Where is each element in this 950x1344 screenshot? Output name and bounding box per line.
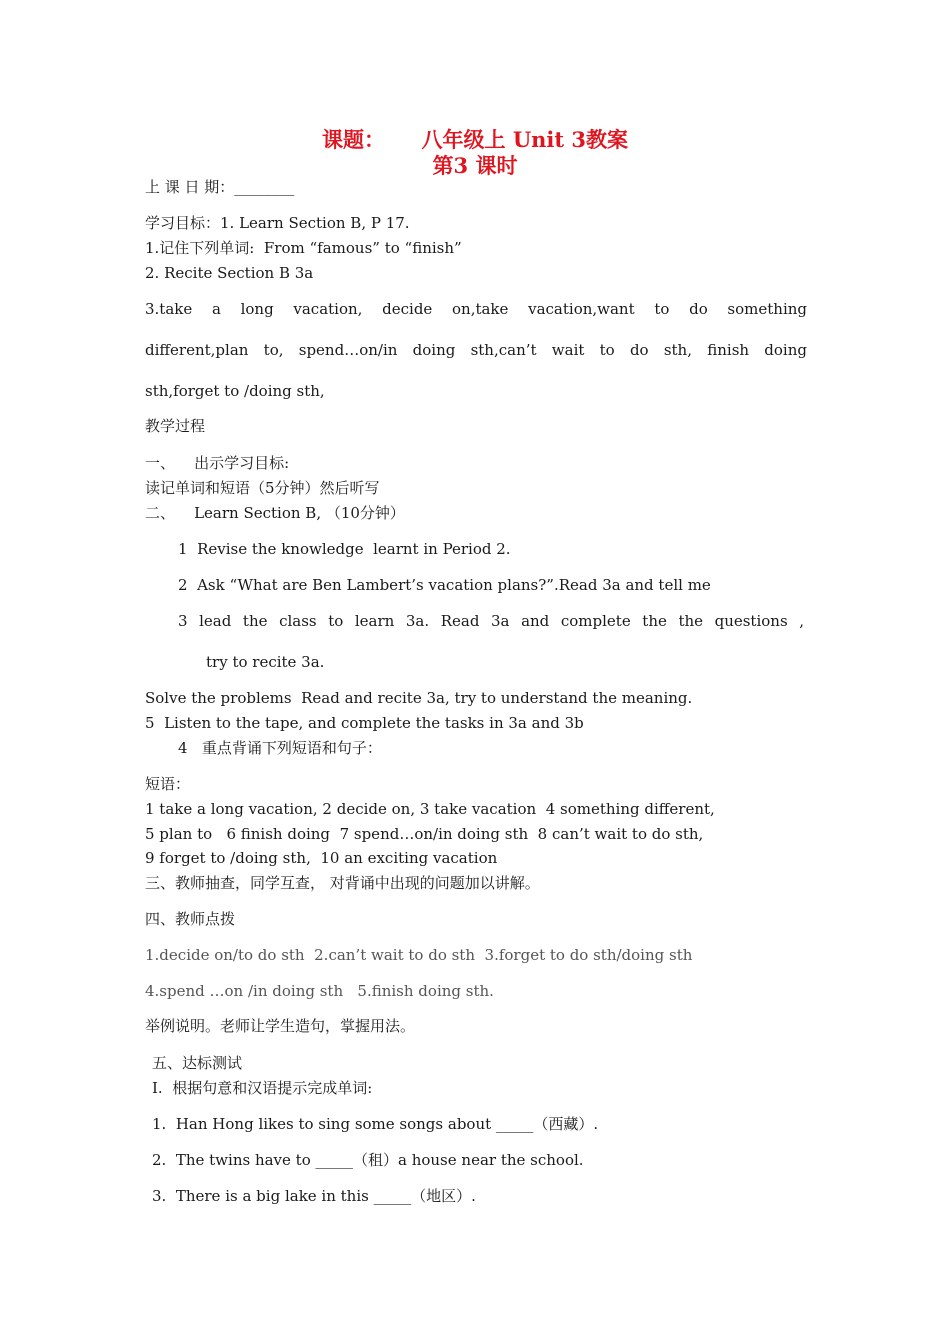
step-2-item-3: 3 lead the class to learn 3a. Read 3a and complete the the questions , [178, 612, 804, 630]
phrases-row-2: 5 plan to 6 finish doing 7 spend…on/in doing sth 8 can’t wait to do sth, [145, 825, 704, 843]
step-5-subheading: I. 根据句意和汉语提示完成单词: [152, 1079, 373, 1097]
question-2: 2. The twins have to _____（租）a house near the school. [152, 1151, 584, 1169]
step-2-item-2: 2 Ask “What are Ben Lambert’s vacation plans?”.Read 3a and tell me [178, 576, 711, 594]
question-3: 3. There is a big lake in this _____（地区）. [152, 1187, 476, 1205]
phrases-row-1: 1 take a long vacation, 2 decide on, 3 take vacation 4 something different, [145, 800, 715, 818]
objective-line-5: different,plan to, spend…on/in doing sth,can’t wait to do sth, finish doing [145, 341, 807, 359]
step-3: 三、教师抽查，同学互查， 对背诵中出现的问题加以讲解。 [145, 874, 540, 892]
step-4-row-2: 4.spend …on /in doing sth 5.finish doing sth. [145, 982, 494, 1000]
step-2-item-4: 4 重点背诵下列短语和句子： [178, 739, 382, 757]
step-5-heading: 五、达标测试 [152, 1054, 243, 1072]
step-1: 一、 出示学习目标: [145, 454, 290, 472]
step-2-item-3-cont: try to recite 3a. [206, 653, 325, 671]
objective-line-4: 3.take a long vacation, decide on,take vacation,want to do something [145, 300, 807, 318]
phrases-heading: 短语： [145, 775, 191, 793]
objective-line-6: sth,forget to /doing sth, [145, 382, 325, 400]
step-2: 二、 Learn Section B, （10分钟） [145, 504, 405, 522]
document-title: 课题： 八年级上 Unit 3教案 [321, 127, 629, 152]
step-4-row-1: 1.decide on/to do sth 2.can’t wait to do sth 3.forget to do sth/doing sth [145, 946, 693, 964]
step-2-item-1: 1 Revise the knowledge learnt in Period 2. [178, 540, 511, 558]
step-4-note: 举例说明。老师让学生造句，掌握用法。 [145, 1017, 416, 1035]
step-1-detail: 读记单词和短语（5分钟）然后听写 [145, 479, 380, 497]
question-1: 1. Han Hong likes to sing some songs about _____（西藏）. [152, 1115, 599, 1133]
step-2-item-5: 5 Listen to the tape, and complete the tasks in 3a and 3b [145, 714, 584, 732]
phrases-row-3: 9 forget to /doing sth, 10 an exciting vacation [145, 849, 498, 867]
class-date: 上 课 日 期：________ [145, 178, 295, 196]
step-4-heading: 四、教师点拨 [145, 910, 236, 928]
solve-line: Solve the problems Read and recite 3a, try to understand the meaning. [145, 689, 693, 707]
objective-line-3: 2. Recite Section B 3a [145, 264, 314, 282]
objective-line-2: 1.记住下列单词: From “famous” to “finish” [145, 239, 462, 257]
process-heading: 教学过程 [145, 417, 206, 435]
objective-line-1: 学习目标：1. Learn Section B, P 17. [145, 214, 410, 232]
lesson-number: 第3 课时 [432, 153, 518, 178]
